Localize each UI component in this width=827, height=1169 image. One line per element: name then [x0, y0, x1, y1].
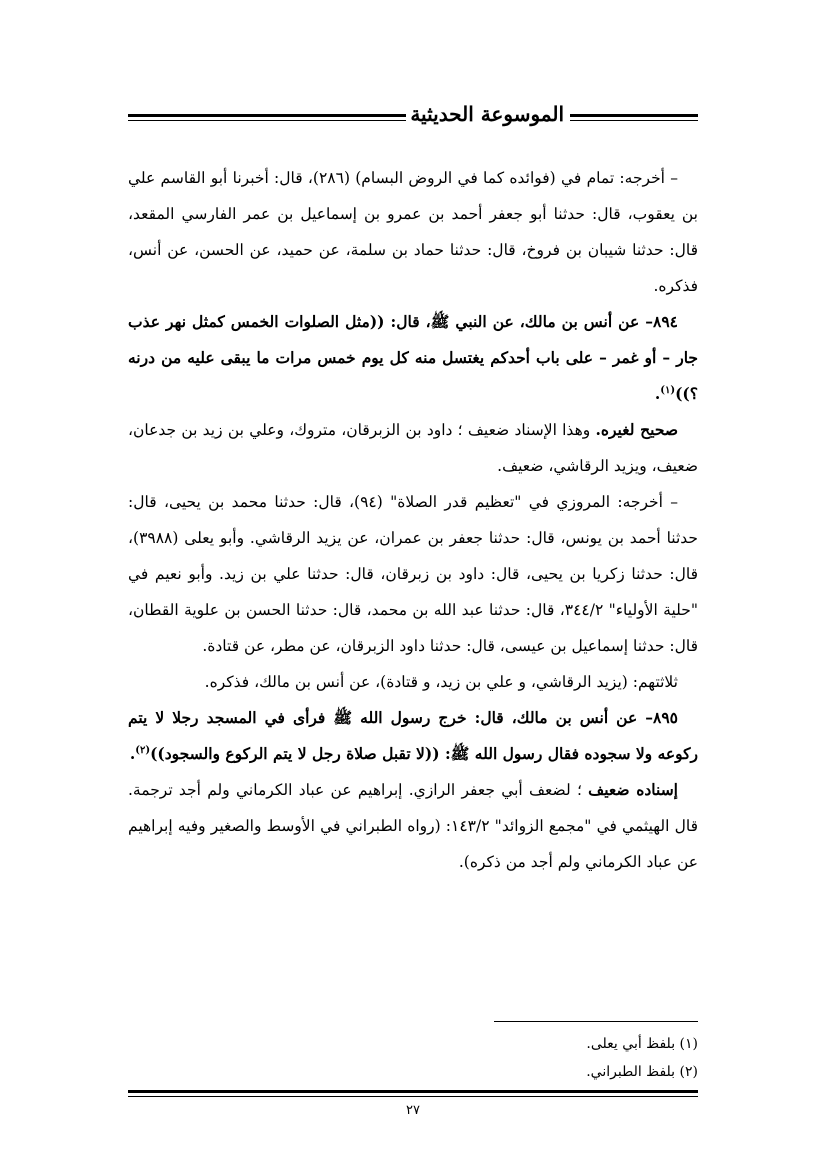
takhrij-paragraph-2: – أخرجه: المروزي في "تعظيم قدر الصلاة" (٩٤)، قال: حدثنا محمد بن يحيى، قال: حدثنا أحمد بن يونس، قال: حدثنا جعفر بن عمران، عن يزيد الرقاشي. وأبو يعلى (٣٩٨٨)، قال: حدثنا زكريا بن يحيى، قال: داود بن زبرقان، قال: حدثنا علي بن زيد. وأبو نعيم في "حلية الأولياء" ٣٤٤/٢، قال: حدثنا عبد الله بن محمد، قال: حدثنا الحسن بن علوية القطان، قال: حدثنا إسماعيل بن عيسى، قال: حدثنا داود الزبرقان، عن مطر، عن قتادة.	[128, 493, 698, 655]
header-rule-right-thin	[570, 120, 698, 121]
header-rule-right	[570, 114, 698, 117]
footnote-2: (٢) بلفظ الطبراني.	[586, 1064, 698, 1080]
hadith-895: ٨٩٥– عن أنس بن مالك، قال: خرج رسول الله ﷺ فرأى في المسجد رجلا لا يتم ركوعه ولا سجوده فقال رسول الله ﷺ: ((لا تقبل صلاة رجل لا يتم الركوع والسجود))$^{(٢)}$.	[128, 708, 698, 763]
page-number: ٢٧	[406, 1103, 420, 1118]
grade-text-2: ؛ لضعف أبي جعفر الرازي. إبراهيم عن عباد الكرماني ولم أجد ترجمة. قال الهيثمي في "مجمع الزوائد" ١٤٣/٢: (رواه الطبراني في الأوسط والصغير وفيه إبراهيم عن عباد الكرماني ولم أجد من ذكره).	[128, 781, 698, 871]
footnote-ref-1: (١)	[660, 384, 676, 396]
header-title: الموسوعة الحديثية	[406, 102, 568, 126]
hadith-894-text: ٨٩٤– عن أنس بن مالك، عن النبي ﷺ، قال: ((مثل الصلوات الخمس كمثل نهر عذب جار – أو غمر – على باب أحدكم يغتسل منه كل يوم خمس مرات ما يبقى عليه من درنه ؟))	[128, 312, 698, 403]
footnote-ref-2: (٢)	[135, 744, 151, 756]
header-rule-left	[128, 114, 428, 117]
bottom-rule-thin	[128, 1096, 698, 1097]
footnote-separator	[494, 1021, 698, 1022]
hadith-894: ٨٩٤– عن أنس بن مالك، عن النبي ﷺ، قال: ((مثل الصلوات الخمس كمثل نهر عذب جار – أو غمر – على باب أحدكم يغتسل منه كل يوم خمس مرات ما يبقى عليه من درنه ؟))$^{(١)}$.	[128, 312, 698, 403]
grade-text-1: وهذا الإسناد ضعيف ؛ داود بن الزبرقان، متروك، وعلي بن زيد بن جدعان، ضعيف، ويزيد الرقاشي، ضعيف.	[128, 421, 698, 475]
footnotes	[586, 1030, 698, 1086]
page	[128, 100, 698, 1130]
grade-paragraph-2	[128, 772, 698, 880]
bottom-rule-thick	[128, 1090, 698, 1093]
summary-paragraph: ثلاثتهم: (يزيد الرقاشي، و علي بن زيد، و قتادة)، عن أنس بن مالك، فذكره.	[204, 673, 678, 691]
grade-paragraph-1	[128, 412, 698, 484]
main-text	[128, 160, 698, 880]
takhrij-paragraph-1: – أخرجه: تمام في (فوائده كما في الروض البسام) (٢٨٦)، قال: أخبرنا أبو القاسم علي بن يعقوب، قال: حدثنا أبو جعفر أحمد بن عمرو بن إسماعيل بن عمر الفارسي المقعد، قال: حدثنا شيبان بن فروخ، قال: حدثنا حماد بن سلمة، عن حميد، عن الحسن، عن أنس، فذكره.	[128, 169, 698, 295]
footnote-1: (١) بلفظ أبي يعلى.	[586, 1036, 698, 1052]
running-header	[128, 100, 698, 140]
hadith-895-text: ٨٩٥– عن أنس بن مالك، قال: خرج رسول الله ﷺ فرأى في المسجد رجلا لا يتم ركوعه ولا سجوده فقال رسول الله ﷺ: ((لا تقبل صلاة رجل لا يتم الركوع والسجود))	[128, 708, 698, 763]
grade-label-2: إسناده ضعيف	[588, 780, 678, 799]
header-rule-left-thin	[128, 120, 428, 121]
grade-label-1: صحيح لغيره.	[595, 420, 678, 439]
